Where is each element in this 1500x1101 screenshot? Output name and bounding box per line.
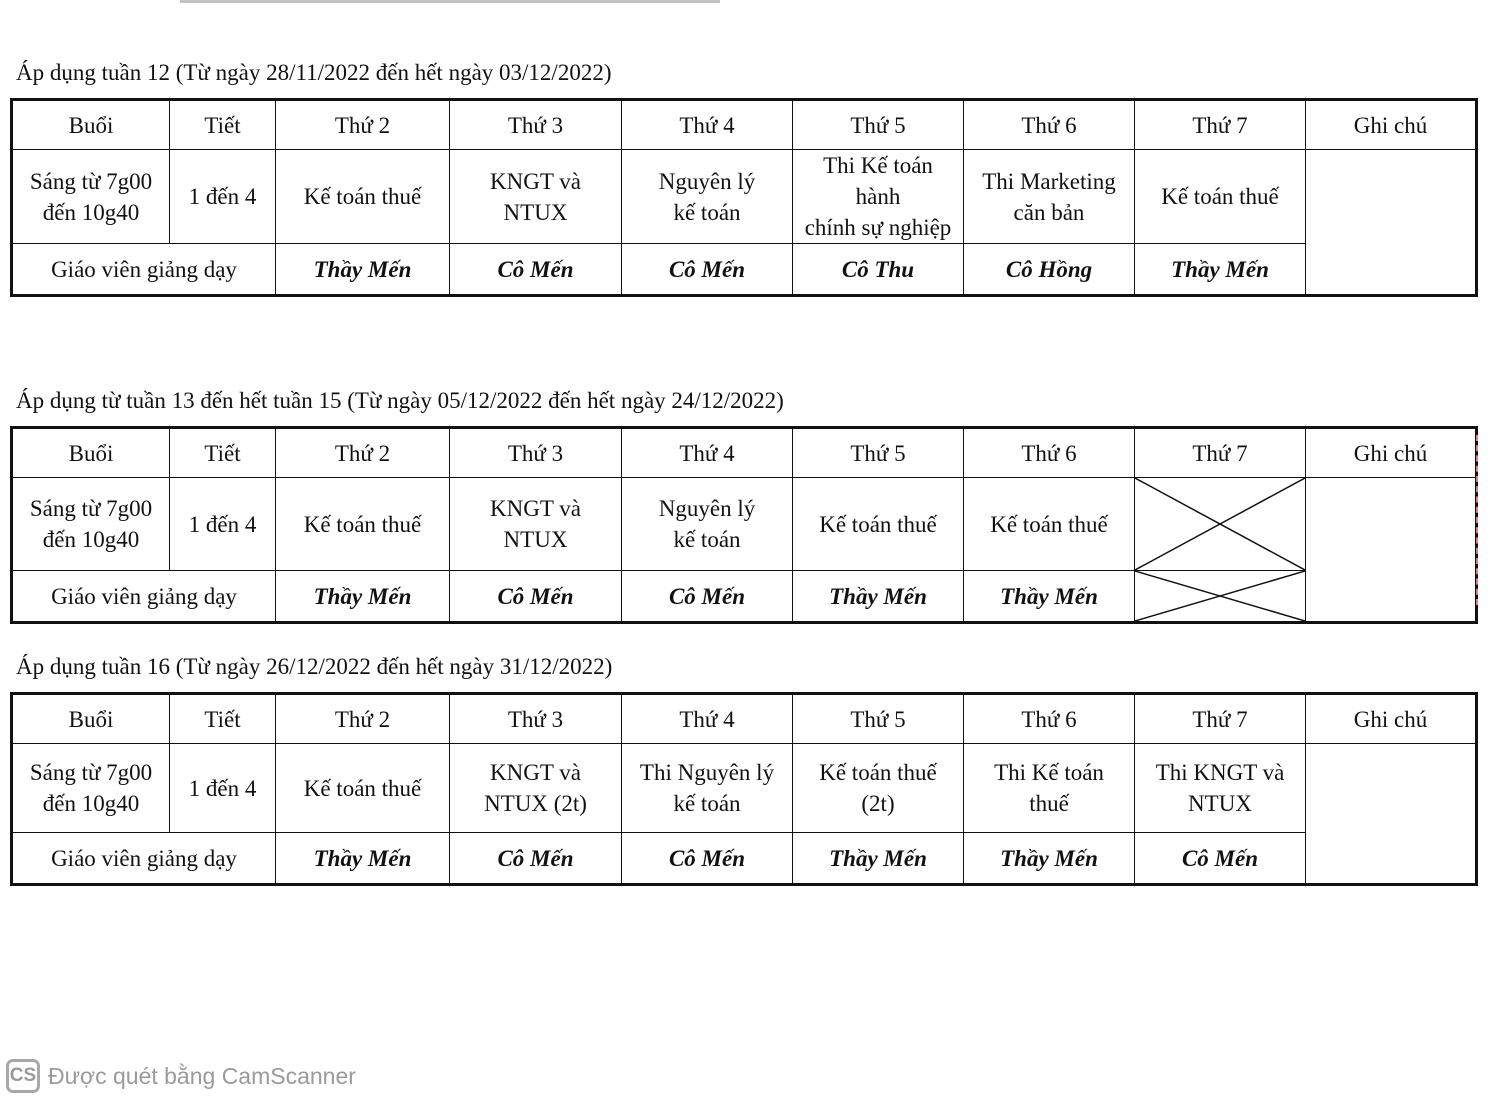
teacher-thu-7-crossed-out — [1135, 571, 1306, 623]
subject-thu-6: Thi Kế toán thuế — [964, 744, 1135, 833]
header-thu-3: Thứ 3 — [450, 694, 622, 744]
teacher-thu-5: Cô Thu — [793, 244, 964, 296]
header-tiet: Tiết — [170, 694, 276, 744]
subject-thu-3: KNGT và NTUX — [450, 150, 622, 244]
header-thu-6: Thứ 6 — [964, 428, 1135, 478]
header-buoi: Buổi — [12, 100, 170, 150]
teacher-thu-2: Thầy Mến — [276, 833, 450, 885]
header-buoi: Buổi — [12, 694, 170, 744]
header-thu-6: Thứ 6 — [964, 694, 1135, 744]
header-thu-2: Thứ 2 — [276, 694, 450, 744]
session-cell: Sáng từ 7g00 đến 10g40 — [12, 478, 170, 571]
week-16-section — [10, 650, 1478, 886]
header-thu-5: Thứ 5 — [793, 428, 964, 478]
teacher-row — [12, 244, 1477, 296]
schedule-table — [10, 98, 1478, 297]
schedule-table — [10, 692, 1478, 886]
teacher-row-label: Giáo viên giảng dạy — [12, 244, 276, 296]
header-thu-4: Thứ 4 — [622, 694, 793, 744]
subject-row — [12, 744, 1477, 833]
subject-thu-3: KNGT và NTUX (2t) — [450, 744, 622, 833]
header-thu-2: Thứ 2 — [276, 100, 450, 150]
teacher-thu-6: Cô Hồng — [964, 244, 1135, 296]
header-row — [12, 428, 1477, 478]
header-tiet: Tiết — [170, 100, 276, 150]
subject-thu-2: Kế toán thuế — [276, 478, 450, 571]
header-thu-5: Thứ 5 — [793, 100, 964, 150]
subject-thu-7: Thi KNGT và NTUX — [1135, 744, 1306, 833]
section-caption: Áp dụng từ tuần 13 đến hết tuần 15 (Từ ngày 05/12/2022 đến hết ngày 24/12/2022) — [16, 388, 784, 413]
subject-row — [12, 150, 1477, 244]
teacher-thu-5: Thầy Mến — [793, 571, 964, 623]
subject-thu-7-crossed-out — [1135, 478, 1306, 571]
note-cell — [1306, 478, 1477, 623]
section-caption: Áp dụng tuần 16 (Từ ngày 26/12/2022 đến hết ngày 31/12/2022) — [16, 654, 613, 679]
teacher-thu-5: Thầy Mến — [793, 833, 964, 885]
cross-mark-icon — [1135, 478, 1305, 570]
teacher-thu-4: Cô Mến — [622, 833, 793, 885]
subject-thu-4: Nguyên lý kế toán — [622, 150, 793, 244]
camscanner-logo-icon: CS — [6, 1059, 40, 1093]
subject-thu-4: Nguyên lý kế toán — [622, 478, 793, 571]
teacher-thu-3: Cô Mến — [450, 833, 622, 885]
header-thu-4: Thứ 4 — [622, 428, 793, 478]
header-row — [12, 100, 1477, 150]
subject-thu-6: Thi Marketing căn bản — [964, 150, 1135, 244]
teacher-thu-2: Thầy Mến — [276, 244, 450, 296]
note-cell — [1306, 150, 1477, 296]
stamp-edge — [1476, 435, 1500, 605]
header-thu-7: Thứ 7 — [1135, 100, 1306, 150]
subject-thu-2: Kế toán thuế — [276, 744, 450, 833]
session-cell: Sáng từ 7g00 đến 10g40 — [12, 744, 170, 833]
header-thu-7: Thứ 7 — [1135, 428, 1306, 478]
teacher-thu-4: Cô Mến — [622, 571, 793, 623]
schedule-table — [10, 426, 1478, 624]
week-13-15-section — [10, 384, 1478, 624]
header-thu-6: Thứ 6 — [964, 100, 1135, 150]
teacher-thu-3: Cô Mến — [450, 571, 622, 623]
subject-thu-5: Kế toán thuế — [793, 478, 964, 571]
teacher-thu-6: Thầy Mến — [964, 571, 1135, 623]
subject-thu-7: Kế toán thuế — [1135, 150, 1306, 244]
teacher-thu-4: Cô Mến — [622, 244, 793, 296]
header-thu-3: Thứ 3 — [450, 428, 622, 478]
header-ghi-chu: Ghi chú — [1306, 428, 1477, 478]
subject-row — [12, 478, 1477, 571]
periods-cell: 1 đến 4 — [170, 150, 276, 244]
subject-thu-3: KNGT và NTUX — [450, 478, 622, 571]
teacher-row-label: Giáo viên giảng dạy — [12, 833, 276, 885]
periods-cell: 1 đến 4 — [170, 478, 276, 571]
note-cell — [1306, 744, 1477, 885]
section-caption: Áp dụng tuần 12 (Từ ngày 28/11/2022 đến hết ngày 03/12/2022) — [16, 60, 612, 85]
week-12-section — [10, 56, 1478, 297]
header-thu-7: Thứ 7 — [1135, 694, 1306, 744]
camscanner-text: Được quét bằng CamScanner — [48, 1062, 356, 1089]
subject-thu-4: Thi Nguyên lý kế toán — [622, 744, 793, 833]
teacher-row — [12, 833, 1477, 885]
header-buoi: Buổi — [12, 428, 170, 478]
teacher-thu-3: Cô Mến — [450, 244, 622, 296]
subject-thu-6: Kế toán thuế — [964, 478, 1135, 571]
teacher-thu-7: Cô Mến — [1135, 833, 1306, 885]
session-cell: Sáng từ 7g00 đến 10g40 — [12, 150, 170, 244]
header-thu-2: Thứ 2 — [276, 428, 450, 478]
periods-cell: 1 đến 4 — [170, 744, 276, 833]
header-tiet: Tiết — [170, 428, 276, 478]
subject-thu-5: Thi Kế toán hành chính sự nghiệp — [793, 150, 964, 244]
teacher-thu-2: Thầy Mến — [276, 571, 450, 623]
camscanner-footer — [6, 1056, 356, 1096]
top-rule — [180, 0, 720, 3]
header-ghi-chu: Ghi chú — [1306, 694, 1477, 744]
header-thu-4: Thứ 4 — [622, 100, 793, 150]
header-ghi-chu: Ghi chú — [1306, 100, 1477, 150]
header-thu-5: Thứ 5 — [793, 694, 964, 744]
subject-thu-2: Kế toán thuế — [276, 150, 450, 244]
teacher-row-label: Giáo viên giảng dạy — [12, 571, 276, 623]
subject-thu-5: Kế toán thuế (2t) — [793, 744, 964, 833]
teacher-row — [12, 571, 1477, 623]
teacher-thu-6: Thầy Mến — [964, 833, 1135, 885]
header-row — [12, 694, 1477, 744]
teacher-thu-7: Thầy Mến — [1135, 244, 1306, 296]
cross-mark-icon — [1135, 571, 1305, 621]
header-thu-3: Thứ 3 — [450, 100, 622, 150]
